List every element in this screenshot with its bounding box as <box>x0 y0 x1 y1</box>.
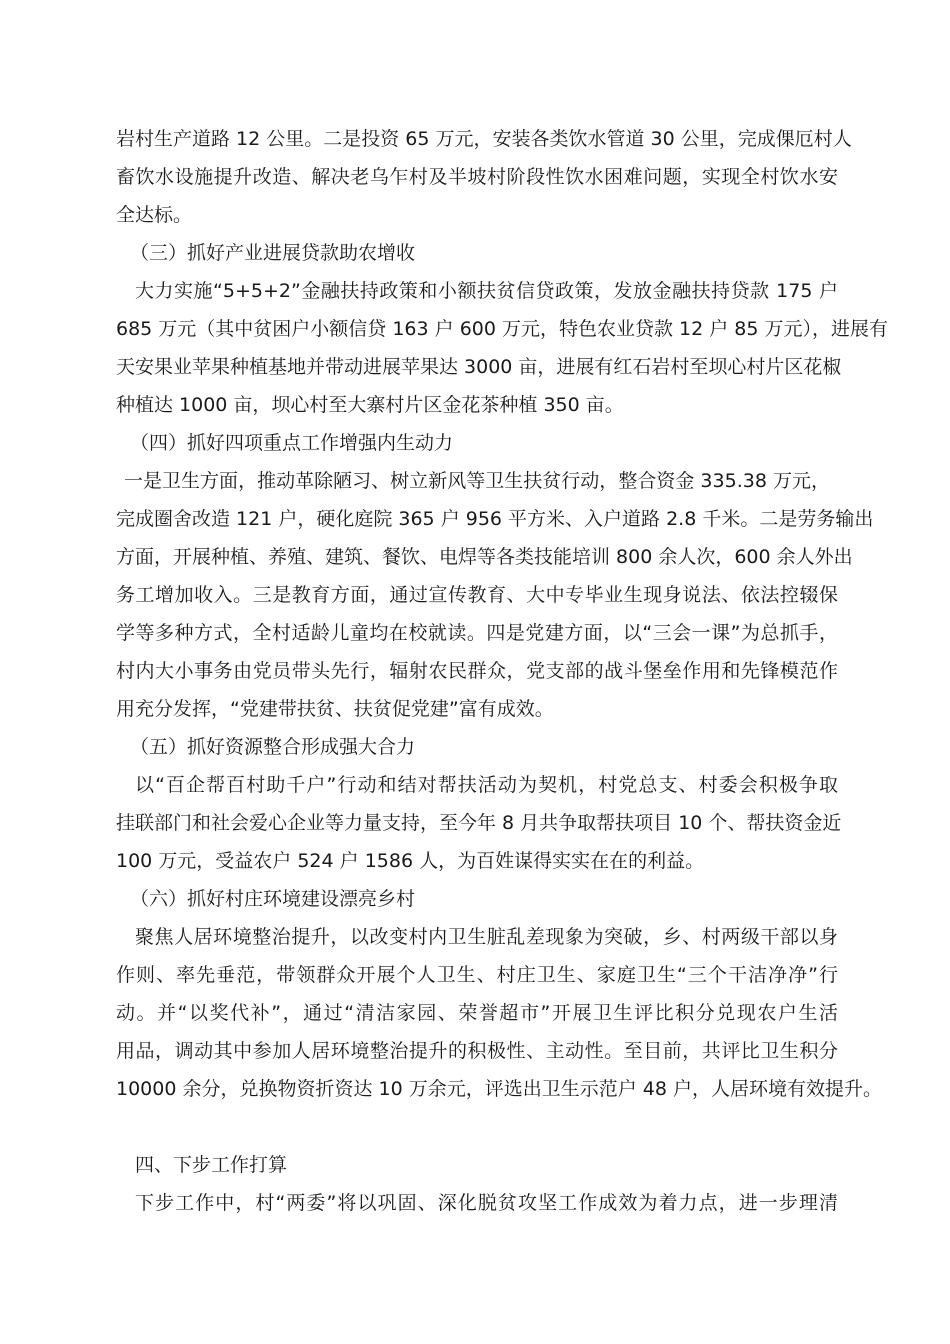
text-line: 10000 余分，兑换物资折资达 10 万余元，评选出卫生示范户 48 户，人居环境有效提升。 <box>116 1078 882 1100</box>
text-line: 岩村生产道路 12 公里。二是投资 65 万元，安装各类饮水管道 30 公里，完成倮厄村人 <box>116 128 852 150</box>
text-line: 全达标。 <box>116 204 193 226</box>
text-line: 大力实施“5+5+2”金融扶持政策和小额扶贫信贷政策，发放金融扶持贷款 175 户 <box>135 280 838 302</box>
text-line: 685 万元（其中贫困户小额信贷 163 户 600 万元，特色农业贷款 12 户 85 万元），进展有 <box>116 318 889 340</box>
text-line: 聚焦人居环境整治提升，以改变村内卫生脏乱差现象为突破，乡、村两级干部以身 <box>135 926 838 948</box>
text-line: 务工增加收入。三是教育方面，通过宣传教育、大中专毕业生现身说法、依法控辍保 <box>116 584 838 606</box>
text-line: 种植达 1000 亩，坝心村至大寨村片区金花茶种植 350 亩。 <box>116 394 624 416</box>
text-line: 一是卫生方面，推动革除陋习、树立新风等卫生扶贫行动，整合资金 335.38 万元， <box>124 470 830 492</box>
chapter-heading: 四、下步工作打算 <box>135 1154 288 1176</box>
text-line: 动。并“以奖代补”，通过“清洁家园、荣誉超市”开展卫生评比积分兑现农户生活 <box>116 1002 838 1024</box>
text-line: 完成圈舍改造 121 户，硬化庭院 365 户 956 平方米、入户道路 2.8 千米。二是劳务输出 <box>116 508 874 530</box>
text-line: 用充分发挥，“党建带扶贫、扶贫促党建”富有成效。 <box>116 698 554 720</box>
section-heading: （四）抓好四项重点工作增强内生动力 <box>130 432 454 454</box>
text-line: 用品，调动其中参加人居环境整治提升的积极性、主动性。至目前，共评比卫生积分 <box>116 1040 838 1062</box>
text-line: 畜饮水设施提升改造、解决老乌乍村及半坡村阶段性饮水困难问题，实现全村饮水安 <box>116 166 838 188</box>
text-line: 100 万元，受益农户 524 户 1586 人，为百姓谋得实实在在的利益。 <box>116 850 705 872</box>
text-line: 作则、率先垂范，带领群众开展个人卫生、村庄卫生、家庭卫生“三个干洁净净”行 <box>116 964 838 986</box>
text-line: 村内大小事务由党员带头先行，辐射农民群众，党支部的战斗堡垒作用和先锋模范作 <box>116 660 838 682</box>
text-line: 以“百企帮百村助千户”行动和结对帮扶活动为契机，村党总支、村委会积极争取 <box>135 774 838 796</box>
text-line: 挂联部门和社会爱心企业等力量支持，至今年 8 月共争取帮扶项目 10 个、帮扶资金近 <box>116 812 842 834</box>
section-heading: （三）抓好产业进展贷款助农增收 <box>130 242 416 264</box>
text-line: 学等多种方式，全村适龄儿童均在校就读。四是党建方面，以“三会一课”为总抓手， <box>116 622 838 644</box>
text-line: 天安果业苹果种植基地并带动进展苹果达 3000 亩，进展有红石岩村至坝心村片区花椒 <box>116 356 842 378</box>
section-heading: （六）抓好村庄环境建设漂亮乡村 <box>130 888 416 910</box>
section-heading: （五）抓好资源整合形成强大合力 <box>130 736 416 758</box>
text-line: 方面，开展种植、养殖、建筑、餐饮、电焊等各类技能培训 800 余人次，600 余人外出 <box>116 546 853 568</box>
text-line: 下步工作中，村“两委”将以巩固、深化脱贫攻坚工作成效为着力点，进一步理清 <box>135 1192 838 1214</box>
